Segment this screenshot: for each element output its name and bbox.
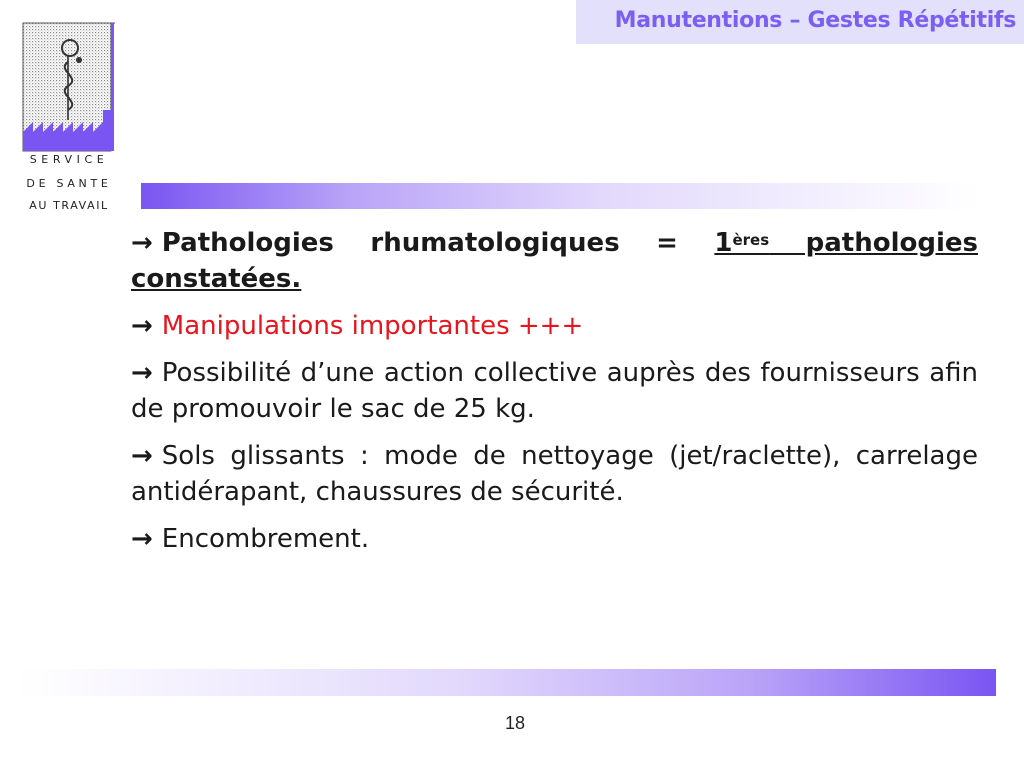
bullet-list <box>131 225 978 568</box>
logo-text-au-travail: AU TRAVAIL <box>29 199 109 212</box>
bullet-text: Possibilité d’une action collective auprès des fournisseurs afin de promouvoir le sac de 25 kg. <box>131 358 978 424</box>
bullet-item <box>131 438 978 510</box>
bullet-item <box>131 225 978 297</box>
ordinal-superscript: ères <box>732 231 770 249</box>
caduceus-factory-logo-icon <box>20 20 118 156</box>
bullet-text: Encombrement. <box>161 524 370 554</box>
arrow-icon: → <box>131 524 153 554</box>
bullet-item <box>131 308 978 344</box>
bullet-text: Sols glissants : mode de nettoyage (jet/raclette), carrelage antidérapant, chaussures de sécurité. <box>131 441 978 507</box>
ordinal-number: 1 <box>714 228 733 258</box>
slide-title-box <box>576 0 1024 44</box>
logo-text-service: SERVICE <box>29 153 109 166</box>
bullet-text-highlight: Manipulations importantes +++ <box>161 311 584 341</box>
arrow-icon: → <box>131 228 153 258</box>
arrow-icon: → <box>131 441 153 471</box>
page-number: 18 <box>504 713 526 733</box>
arrow-icon: → <box>131 311 153 341</box>
logo-text-de-sante: DE SANTE <box>26 177 112 190</box>
arrow-icon: → <box>131 358 153 388</box>
bullet-item <box>131 355 978 427</box>
bullet-item <box>131 521 978 557</box>
top-accent-bar <box>141 183 981 209</box>
slide-title: Manutentions – Gestes Répétitifs <box>614 8 1016 33</box>
bullet-text-underlined-rest: pathologies constatées. <box>131 228 978 294</box>
bullet-text-bold: Pathologies rhumatologiques = <box>161 228 715 258</box>
bottom-accent-bar <box>18 669 996 696</box>
